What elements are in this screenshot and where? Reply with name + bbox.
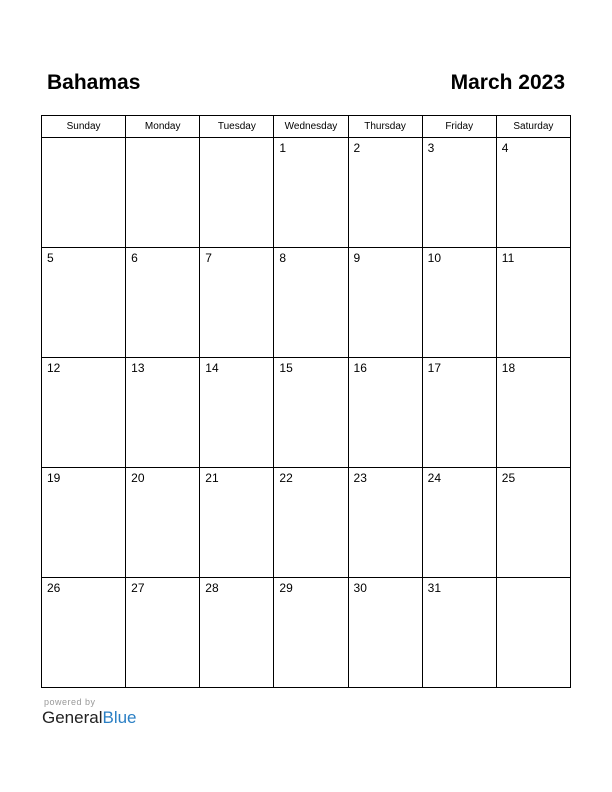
day-cell [496,358,570,468]
day-cell [422,468,496,578]
day-number [497,578,570,581]
day-number: 24 [427,471,442,485]
day-cell [200,138,274,248]
day-cell [422,248,496,358]
day-number: 11 [501,251,515,265]
week-row [42,468,571,578]
day-number: 16 [353,361,367,375]
day-number: 23 [353,471,367,485]
day-number: 15 [279,361,293,375]
day-number: 5 [47,251,54,265]
weekday-friday: Friday [422,116,496,138]
day-cell [200,248,274,358]
weekday-thursday: Thursday [348,116,422,138]
month-title: March 2023 [450,71,565,94]
day-number: 20 [131,471,145,485]
week-row [42,248,571,358]
day-number: 30 [353,581,367,595]
day-cell [496,248,570,358]
powered-by-label: powered by [44,697,96,707]
day-cell [274,248,348,358]
calendar-grid [41,115,571,688]
day-number: 29 [279,581,293,595]
day-cell [200,578,274,688]
day-number: 7 [205,251,212,265]
week-row [42,358,571,468]
day-number: 8 [279,251,287,265]
weekday-wednesday: Wednesday [274,116,348,138]
day-cell [42,578,126,688]
day-cell [422,358,496,468]
brand-general: General [42,708,103,727]
day-cell [348,358,422,468]
day-cell [42,468,126,578]
day-cell [126,248,200,358]
day-number: 28 [205,581,219,595]
day-cell [42,248,126,358]
day-cell [496,578,570,688]
day-cell [348,468,422,578]
day-cell [126,358,200,468]
day-number: 13 [131,361,145,375]
weekday-monday: Monday [126,116,200,138]
day-cell [422,578,496,688]
day-number: 14 [205,361,219,375]
day-cell [348,248,422,358]
day-cell [42,138,126,248]
day-number: 6 [131,251,138,265]
day-number: 21 [205,471,219,485]
day-cell [42,358,126,468]
day-number: 10 [427,251,442,265]
day-cell [126,468,200,578]
day-number [126,138,199,141]
weekday-sunday: Sunday [42,116,126,138]
weekday-tuesday: Tuesday [200,116,274,138]
day-cell [496,138,570,248]
day-number: 3 [427,141,435,155]
day-cell [126,138,200,248]
day-cell [274,138,348,248]
country-title: Bahamas [47,71,141,94]
day-cell [126,578,200,688]
day-cell [496,468,570,578]
day-number: 2 [353,141,361,155]
day-number: 22 [279,471,293,485]
day-number: 18 [501,361,516,375]
day-cell [274,358,348,468]
day-number [200,138,273,141]
day-number: 12 [47,361,61,375]
day-number: 26 [47,581,61,595]
day-cell [274,468,348,578]
weekday-saturday: Saturday [496,116,570,138]
day-cell [274,578,348,688]
generalblue-logo [42,708,137,728]
day-number: 1 [279,141,287,155]
day-number: 17 [427,361,442,375]
day-number: 19 [47,471,61,485]
day-number [42,138,125,141]
week-row [42,138,571,248]
brand-blue: Blue [102,708,137,727]
day-cell [200,358,274,468]
day-number: 27 [131,581,145,595]
day-number: 31 [427,581,442,595]
day-cell [422,138,496,248]
day-number: 9 [353,251,361,265]
week-row [42,578,571,688]
day-cell [348,578,422,688]
day-number: 25 [501,471,516,485]
weekday-header-row [42,116,571,138]
day-cell [348,138,422,248]
day-cell [200,468,274,578]
day-number: 4 [501,141,509,155]
